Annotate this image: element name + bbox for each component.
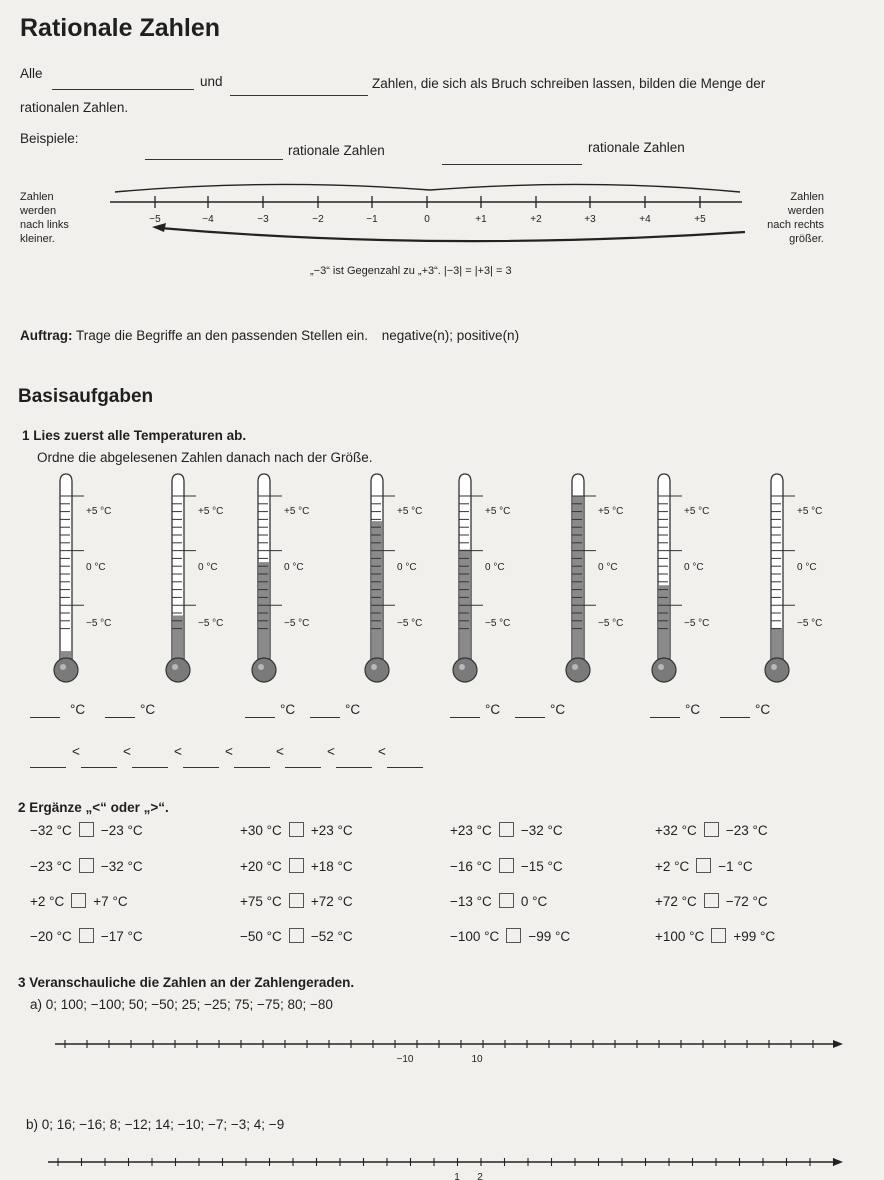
task-terms: negative(n); positive(n) <box>381 328 520 343</box>
bulb-highlight <box>572 664 578 670</box>
scale-label: +5 °C <box>86 506 112 517</box>
left-value: +2 °C <box>30 894 65 909</box>
left-value: −32 °C <box>30 823 72 838</box>
order-blank[interactable] <box>30 766 66 768</box>
scale-label: 0 °C <box>797 562 817 573</box>
bulb-highlight <box>371 664 377 670</box>
right-side-line: Zahlen <box>790 191 824 203</box>
left-value: +72 °C <box>655 894 697 909</box>
right-value: −17 °C <box>100 929 143 944</box>
scale-label: 0 °C <box>598 562 618 573</box>
right-value: +99 °C <box>733 929 776 944</box>
unit-label: °C <box>345 702 361 717</box>
answer-box[interactable] <box>499 858 514 873</box>
less-than-sign: < <box>72 744 80 759</box>
less-than-sign: < <box>327 744 335 759</box>
order-blank[interactable] <box>81 766 117 768</box>
scale-label: 0 °C <box>684 562 704 573</box>
a2-title: 2 Ergänze „<“ oder „>“. <box>18 800 169 815</box>
thermometer-bulb <box>566 658 590 682</box>
a1-line-1 <box>22 428 246 443</box>
scale-label: −5 °C <box>797 618 823 629</box>
thermometer <box>652 474 709 682</box>
right-value: −15 °C <box>520 859 563 874</box>
a3-a-label: a) 0; 100; −100; 50; −50; 25; −25; 75; −75; 80; −80 <box>30 997 333 1012</box>
left-side-line: Zahlen <box>20 191 54 203</box>
scale-label: −5 °C <box>485 618 511 629</box>
thermometer-bulb <box>652 658 676 682</box>
thermometer-fill <box>259 562 269 660</box>
example-tick-label: +3 <box>584 214 596 225</box>
intro-alle: Alle <box>20 66 43 81</box>
left-value: +75 °C <box>240 894 282 909</box>
temperature-blank[interactable] <box>650 716 680 718</box>
scale-label: −5 °C <box>86 618 112 629</box>
examples-blank-left[interactable] <box>145 158 283 160</box>
left-side-line: werden <box>20 205 57 217</box>
task-text: Trage die Begriffe an den passenden Stellen ein. <box>76 328 368 343</box>
unit-label: °C <box>550 702 566 717</box>
unit-label: °C <box>140 702 156 717</box>
thermometer <box>765 474 822 682</box>
answer-box[interactable] <box>704 822 719 837</box>
thermometer <box>54 474 111 682</box>
right-value: +72 °C <box>310 894 353 909</box>
axis-arrow <box>833 1040 843 1048</box>
thermometer-bulb <box>166 658 190 682</box>
intro-line-2: rationalen Zahlen. <box>20 100 129 115</box>
order-blank[interactable] <box>285 766 321 768</box>
unit-label: °C <box>70 702 86 717</box>
order-blank[interactable] <box>183 766 219 768</box>
order-blank[interactable] <box>234 766 270 768</box>
comparison-item <box>655 893 768 909</box>
left-value: −100 °C <box>450 929 500 944</box>
right-value: +23 °C <box>310 823 353 838</box>
comparison-item <box>240 822 353 838</box>
bulb-highlight <box>771 664 777 670</box>
right-value: −23 °C <box>725 823 768 838</box>
axis-arrow <box>833 1158 843 1166</box>
right-value: +7 °C <box>93 894 128 909</box>
left-value: +2 °C <box>655 859 690 874</box>
thermometer-fill <box>173 616 183 661</box>
order-blank[interactable] <box>336 766 372 768</box>
a3-title: 3 Veranschauliche die Zahlen an der Zahlengeraden. <box>18 975 355 990</box>
answer-box[interactable] <box>289 893 304 908</box>
a1-line-1-text: 1 Lies zuerst alle Temperaturen ab. <box>22 428 247 443</box>
left-value: −13 °C <box>450 894 492 909</box>
comparison-item <box>30 928 143 944</box>
thermometer-fill <box>372 521 382 660</box>
less-than-sign: < <box>378 744 386 759</box>
answer-box[interactable] <box>79 822 94 837</box>
thermometer-bulb <box>365 658 389 682</box>
scale-label: 0 °C <box>485 562 505 573</box>
right-value: 0 °C <box>520 894 548 909</box>
scale-label: −5 °C <box>284 618 310 629</box>
thermometer-bulb <box>453 658 477 682</box>
thermometers <box>0 470 884 700</box>
answer-box[interactable] <box>289 928 304 943</box>
example-tick-label: −2 <box>312 214 324 225</box>
left-side-line: nach links <box>20 219 69 231</box>
right-value: −1 °C <box>718 859 753 874</box>
thermometer <box>566 474 623 682</box>
example-tick-label: −3 <box>257 214 269 225</box>
answer-box[interactable] <box>704 893 719 908</box>
thermometer-fill <box>659 585 669 660</box>
scale-label: −5 °C <box>397 618 423 629</box>
unit-label: °C <box>485 702 501 717</box>
answer-box[interactable] <box>499 893 514 908</box>
scale-label: +5 °C <box>198 506 224 517</box>
examples-label: Beispiele: <box>20 131 79 146</box>
intro-blank-2[interactable] <box>230 94 368 96</box>
temperature-blank[interactable] <box>30 716 60 718</box>
left-value: −50 °C <box>240 929 282 944</box>
example-tick-label: +2 <box>530 214 542 225</box>
left-value: +20 °C <box>240 859 282 874</box>
thermometer-fill <box>772 628 782 660</box>
example-tick-label: +1 <box>475 214 487 225</box>
left-side-line: kleiner. <box>20 233 55 245</box>
temperature-blank[interactable] <box>310 716 340 718</box>
answer-box[interactable] <box>289 858 304 873</box>
thermometer <box>453 474 510 682</box>
left-value: +100 °C <box>655 929 705 944</box>
answer-box[interactable] <box>289 822 304 837</box>
example-tick-label: +5 <box>694 214 706 225</box>
example-tick-label: −4 <box>202 214 214 225</box>
less-than-sign: < <box>174 744 182 759</box>
scale-label: −5 °C <box>684 618 710 629</box>
unit-label: °C <box>685 702 701 717</box>
number-line-b[interactable] <box>0 1150 884 1180</box>
bulb-highlight <box>172 664 178 670</box>
unit-label: °C <box>280 702 296 717</box>
less-than-sign: < <box>123 744 131 759</box>
comparison-item <box>240 858 353 874</box>
thermometer-tube <box>60 474 72 660</box>
scale-label: 0 °C <box>397 562 417 573</box>
right-value: −99 °C <box>528 929 571 944</box>
examples-right-label: rationale Zahlen <box>588 140 685 155</box>
right-value: −32 °C <box>100 859 143 874</box>
scale-label: +5 °C <box>797 506 823 517</box>
intro-text: Zahlen, die sich als Bruch schreiben lassen, bilden die Menge der <box>372 76 766 91</box>
scale-label: +5 °C <box>397 506 423 517</box>
right-side-line: nach rechts <box>767 219 824 231</box>
less-than-sign: < <box>225 744 233 759</box>
comparison-item <box>655 928 775 944</box>
right-value: −52 °C <box>310 929 353 944</box>
answer-box[interactable] <box>711 928 726 943</box>
examples-blank-right[interactable] <box>442 163 582 165</box>
temperature-blank[interactable] <box>720 716 750 718</box>
thermometer-bulb <box>54 658 78 682</box>
right-side-line: werden <box>787 205 824 217</box>
page-title: Rationale Zahlen <box>20 14 221 42</box>
scale-label: −5 °C <box>198 618 224 629</box>
temperature-blank[interactable] <box>245 716 275 718</box>
left-value: +32 °C <box>655 823 697 838</box>
tick-label: 1 <box>454 1172 460 1180</box>
bulb-highlight <box>60 664 66 670</box>
scale-label: +5 °C <box>684 506 710 517</box>
comparison-item <box>450 893 547 909</box>
thermometer <box>252 474 309 682</box>
example-tick-label: 0 <box>424 214 430 225</box>
temperature-blank[interactable] <box>450 716 480 718</box>
comparison-item <box>240 893 353 909</box>
comparison-item <box>450 858 563 874</box>
left-value: −16 °C <box>450 859 492 874</box>
scale-label: −5 °C <box>598 618 624 629</box>
right-value: −72 °C <box>725 894 768 909</box>
bracket-negative <box>115 184 430 192</box>
left-value: −23 °C <box>30 859 72 874</box>
right-value: −32 °C <box>520 823 563 838</box>
left-value: +30 °C <box>240 823 282 838</box>
thermometer-bulb <box>252 658 276 682</box>
thermometer-bulb <box>765 658 789 682</box>
task-line <box>20 328 519 343</box>
comparison-item <box>450 822 563 838</box>
tick-label: 10 <box>471 1054 483 1065</box>
bulb-highlight <box>258 664 264 670</box>
left-value: +23 °C <box>450 823 492 838</box>
comparison-item <box>30 822 143 838</box>
thermometer-fill <box>573 496 583 660</box>
section-title: Basisaufgaben <box>18 386 154 407</box>
right-value: −23 °C <box>100 823 143 838</box>
comparison-item <box>655 822 768 838</box>
scale-label: +5 °C <box>284 506 310 517</box>
a3-b-label: b) 0; 16; −16; 8; −12; 14; −10; −7; −3; 4; −9 <box>26 1117 285 1132</box>
example-tick-label: +4 <box>639 214 651 225</box>
comparison-item <box>30 858 143 874</box>
bulb-highlight <box>459 664 465 670</box>
intro-blank-1[interactable] <box>52 88 194 90</box>
less-than-sign: < <box>276 744 284 759</box>
number-line-a[interactable] <box>0 1030 884 1070</box>
answer-box[interactable] <box>79 858 94 873</box>
answer-box[interactable] <box>71 893 86 908</box>
intro-und: und <box>200 74 223 89</box>
thermometer <box>166 474 223 682</box>
order-blank[interactable] <box>387 766 423 768</box>
task-label: Auftrag: <box>20 328 73 343</box>
scale-label: 0 °C <box>284 562 304 573</box>
answer-box[interactable] <box>506 928 521 943</box>
comparison-item <box>655 858 753 874</box>
scale-label: +5 °C <box>598 506 624 517</box>
temperature-blank[interactable] <box>105 716 135 718</box>
answer-box[interactable] <box>79 928 94 943</box>
comparison-item <box>30 893 128 909</box>
left-value: −20 °C <box>30 929 72 944</box>
gegenzahl-note: „−3“ ist Gegenzahl zu „+3“. |−3| = |+3| = 3 <box>310 265 512 277</box>
comparison-item <box>240 928 353 944</box>
example-tick-label: −5 <box>149 214 161 225</box>
comparison-item <box>450 928 570 944</box>
bulb-highlight <box>658 664 664 670</box>
example-tick-label: −1 <box>366 214 378 225</box>
lower-arrow <box>160 228 745 241</box>
temperature-blank[interactable] <box>515 716 545 718</box>
scale-label: 0 °C <box>198 562 218 573</box>
example-number-line <box>0 170 884 260</box>
order-blank[interactable] <box>132 766 168 768</box>
examples-left-label: rationale Zahlen <box>288 143 385 158</box>
tick-label: −10 <box>396 1054 414 1065</box>
answer-box[interactable] <box>696 858 711 873</box>
scale-label: 0 °C <box>86 562 106 573</box>
bracket-positive <box>430 184 740 192</box>
thermometer <box>365 474 422 682</box>
right-side-line: größer. <box>789 233 824 245</box>
right-value: +18 °C <box>310 859 353 874</box>
tick-label: 2 <box>477 1172 483 1180</box>
answer-box[interactable] <box>499 822 514 837</box>
a1-line-2: Ordne die abgelesenen Zahlen danach nach der Größe. <box>37 450 373 465</box>
unit-label: °C <box>755 702 771 717</box>
scale-label: +5 °C <box>485 506 511 517</box>
